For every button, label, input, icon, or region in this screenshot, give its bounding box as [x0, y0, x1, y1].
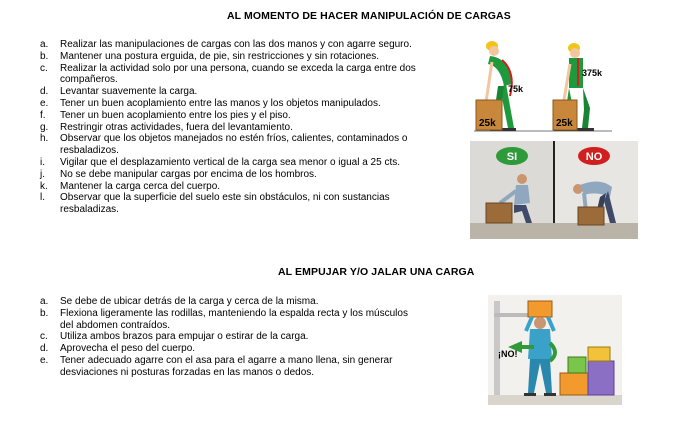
svg-text:375k: 375k — [582, 68, 603, 78]
section2-list — [38, 296, 423, 379]
list-item: c. Utiliza ambos brazos para empujar o estirar de la carga. — [40, 331, 309, 343]
svg-text:75k: 75k — [508, 84, 524, 94]
section2-title: AL EMPUJAR Y/O JALAR UNA CARGA — [278, 266, 475, 278]
list-item: b. Flexiona ligeramente las rodillas, manteniendo la espalda recta y los músculos del abdomen contraídos. — [40, 307, 408, 331]
no-badge — [578, 147, 610, 165]
list-item: a. Se debe de ubicar detrás de la carga y cerca de la misma. — [40, 296, 319, 307]
list-item: g. Restringir otras actividades, fuera del levantamiento. — [40, 121, 293, 133]
svg-text:¡NO!: ¡NO! — [498, 349, 518, 359]
list-item: f. Tener un buen acoplamiento entre los pies y el piso. — [40, 109, 291, 121]
list-item: b. Mantener una postura erguida, de pie, sin restricciones y sin rotaciones. — [40, 50, 380, 62]
svg-text:NO: NO — [585, 151, 603, 163]
section1-list — [38, 39, 433, 216]
yes-badge — [496, 147, 528, 165]
lifting-posture-illustration — [470, 36, 616, 134]
svg-text:25k: 25k — [479, 118, 496, 129]
list-item: l. Observar que la superficie del suelo este sin obstáculos, ni con sustancias resbaladizas. — [40, 192, 390, 216]
si-no-comparison-illustration — [470, 141, 638, 239]
list-item: c. Realizar la actividad solo por una persona, cuando se exceda la carga entre dos compañeros. — [40, 62, 416, 86]
list-item: e. Tener un buen acoplamiento entre las manos y los objetos manipulados. — [40, 97, 381, 109]
list-item: a. Realizar las manipulaciones de cargas con las dos manos y con agarre seguro. — [40, 39, 412, 50]
list-item: d. Aprovecha el peso del cuerpo. — [40, 343, 196, 355]
list-item: e. Tener adecuado agarre con el asa para el agarre a mano llena, sin generar desviaciones ni posturas forzadas en las manos o dedos. — [40, 354, 393, 378]
list-item: h. Observar que los objetos manejados no estén fríos, calientes, contaminados o resbaladizos. — [40, 133, 408, 157]
svg-text:SI: SI — [506, 151, 518, 163]
list-item: k. Mantener la carga cerca del cuerpo. — [40, 180, 221, 192]
list-item: j. No se debe manipular cargas por encima de los hombros. — [40, 168, 317, 180]
section1-title: AL MOMENTO DE HACER MANIPULACIÓN DE CARGAS — [227, 10, 511, 22]
svg-text:25k: 25k — [556, 118, 573, 129]
list-item: i. Vigilar que el desplazamiento vertical de la carga sea menor o igual a 25 cts. — [40, 156, 401, 168]
list-item: d. Levantar suavemente la carga. — [40, 86, 198, 98]
overhead-carry-illustration — [488, 295, 622, 405]
